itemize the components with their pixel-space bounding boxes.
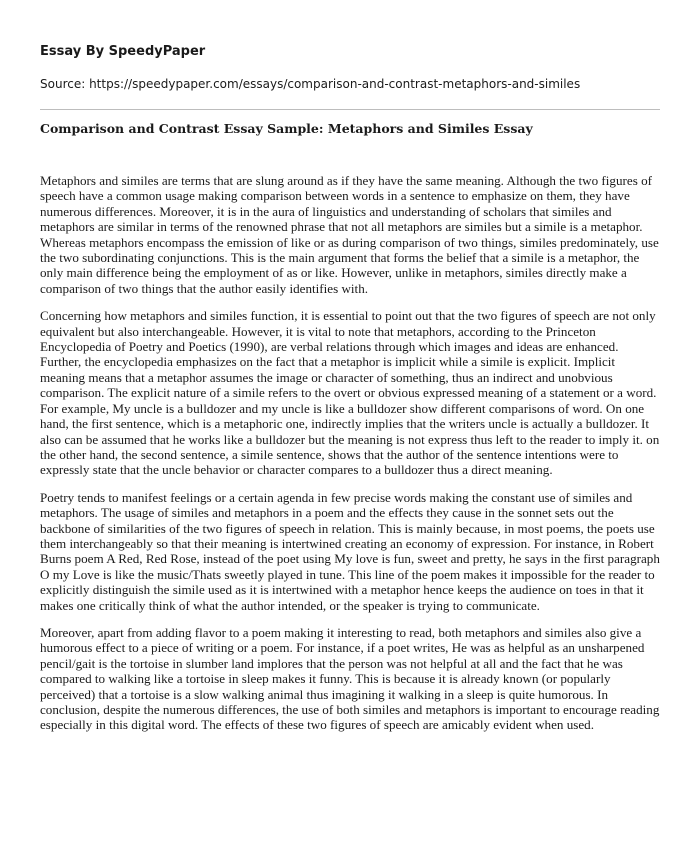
- essay-paragraph: Metaphors and similes are terms that are slung around as if they have the same meaning. Although the two figures of speech have a common usage making comparison between words in a sentence to emphasize on them, they have numerous differences. Moreover, it is in the aura of linguistics and understanding of scholars that similes and metaphors are similar in terms of the renowned phrase that not all metaphors are similes but a simile is a metaphor. Whereas metaphors encompass the emission of like or as during comparison of two things, similes predominately, use the two subordinating conjunctions. This is the main argument that forms the belief that a simile is a metaphor, the only main difference being the employment of as or like. However, unlike in metaphors, similes directly make a comparison of two things that the author easily identifies with.: [40, 173, 659, 296]
- source-line: [40, 77, 660, 92]
- brand-title: Essay By SpeedyPaper: [40, 44, 206, 59]
- essay-paragraph: Poetry tends to manifest feelings or a certain agenda in few precise words making the constant use of similes and metaphors. The usage of similes and metaphors in a poem and the effects they cause in the sonnet sets out the backbone of similarities of the two figures of speech in relation. This is mainly because, in most poems, the poets use them interchangeably so that their meaning is intertwined creating an economy of expression. For instance, in Robert Burns poem A Red, Red Rose, instead of the poet using My love is fun, sweet and pretty, he says in the first paragraph O my Love is like the music/Thats sweetly played in tune. This line of the poem makes it impossible for the reader to explicitly distinguish the simile used as it is intertwined with a metaphor hence keeps the audience on toes in that it makes one critically think of what the author intended, or the speaker is trying to communicate.: [40, 489, 660, 613]
- essay-paragraph: Moreover, apart from adding flavor to a poem making it interesting to read, both metaphors and similes also give a humorous effect to a piece of writing or a poem. For instance, if a poet writes, He was as helpful as an unsharpened pencil/gait is the tortoise in slumber land implores that the person was not helpful at all and the fact that he was compared to walking like a tortoise in sleep makes it funny. This is because it is already known (or popularly perceived) that a tortoise is a slow walking animal thus imagining it walking in a sleep is quite humorous. In conclusion, despite the numerous differences, the use of both similes and metaphors is important to encourage reading especially in this digital word. The effects of these two figures of speech are amicably evident when used.: [40, 624, 660, 733]
- source-label: Source:: [40, 77, 90, 91]
- document-header: [40, 0, 660, 92]
- header-divider: [40, 109, 660, 110]
- source-url: https://speedypaper.com/essays/comparison-and-contrast-metaphors-and-similes: [89, 77, 581, 91]
- essay-body: [40, 173, 660, 733]
- essay-paragraph: Concerning how metaphors and similes function, it is essential to point out that the two figures of speech are not only equivalent but also interchangeable. However, it is vital to note that metaphors, according to the Princeton Encyclopedia of Poetry and Poetics (1990), are verbal relations through which images and ideas are enhanced. Further, the encyclopedia emphasizes on the fact that a metaphor is implicit while a simile is explicit. Implicit meaning means that a metaphor assumes the image or character of something, thus an indirect and unobvious comparison. The explicit nature of a simile refers to the overt or obvious expressed meaning of a statement or a word. For example, My uncle is a bulldozer and my uncle is like a bulldozer show different comparisons of word. On one hand, the first sentence, which is a metaphoric one, indirectly implies that the writers uncle is actually a bulldozer. It also can be assumed that he works like a bulldozer but the meaning is not express thus left to the reader to imply it. on the other hand, the second sentence, a simile sentence, shows that the author of the sentence intentions were to expressly state that the uncle behavior or character compares to a bulldozer thus a direct meaning.: [40, 308, 660, 478]
- essay-title: Comparison and Contrast Essay Sample: Metaphors and Similes Essay: [40, 121, 533, 136]
